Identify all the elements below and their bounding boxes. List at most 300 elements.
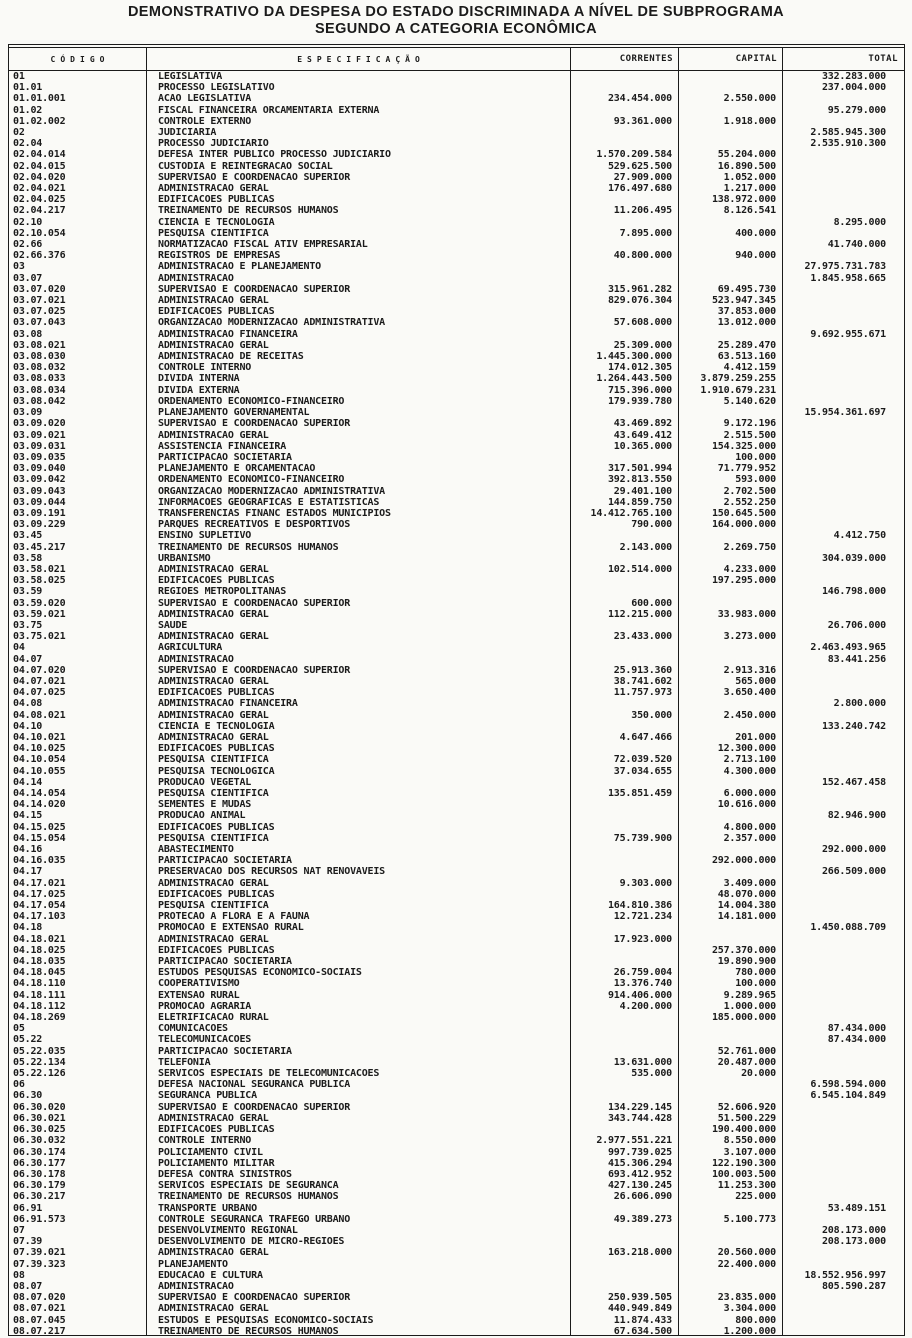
- capital-cell: 19.890.900: [678, 956, 782, 967]
- capital-cell: 2.713.100: [678, 754, 782, 765]
- spec-cell: ASSISTENCIA FINANCEIRA: [146, 441, 570, 452]
- spec-cell: ORGANIZACAO MODERNIZACAO ADMINISTRATIVA: [146, 486, 570, 497]
- table-row: [9, 922, 904, 933]
- code-cell: 04.17.054: [13, 900, 66, 912]
- table-row: [9, 116, 904, 127]
- total-cell: [782, 1012, 903, 1023]
- total-cell: [782, 945, 903, 956]
- spec-cell: ELETRIFICACAO RURAL: [146, 1012, 570, 1023]
- capital-cell: [678, 273, 782, 284]
- total-cell: [782, 609, 903, 620]
- table-row: [9, 508, 904, 519]
- column-header-correntes: CORRENTES: [570, 48, 678, 70]
- correntes-cell: [570, 799, 678, 810]
- spec-cell: PLANEJAMENTO GOVERNAMENTAL: [146, 407, 570, 418]
- table-row: [9, 777, 904, 788]
- total-cell: 805.590.287: [782, 1281, 903, 1292]
- table-row: [9, 441, 904, 452]
- capital-cell: 201.000: [678, 732, 782, 743]
- code-cell: 01.01.001: [13, 93, 66, 105]
- spec-cell: SUPERVISAO E COORDENACAO SUPERIOR: [146, 418, 570, 429]
- spec-cell: ADMINISTRACAO GERAL: [146, 732, 570, 743]
- total-cell: [782, 799, 903, 810]
- table-row: [9, 1135, 904, 1146]
- table-row: [9, 631, 904, 642]
- code-cell: 06.91: [13, 1202, 43, 1214]
- code-cell: 04.15.054: [13, 832, 66, 844]
- capital-cell: 150.645.500: [678, 508, 782, 519]
- total-cell: [782, 385, 903, 396]
- capital-cell: [678, 1023, 782, 1034]
- correntes-cell: 43.649.412: [570, 430, 678, 441]
- spec-cell: ADMINISTRACAO GERAL: [146, 564, 570, 575]
- spec-cell: DIVIDA EXTERNA: [146, 385, 570, 396]
- code-cell: 03.09.191: [13, 507, 66, 519]
- code-cell: 06.30.177: [13, 1157, 66, 1169]
- table-row: [9, 1270, 904, 1281]
- table-row: [9, 1191, 904, 1202]
- code-cell: 03.09.040: [13, 463, 66, 475]
- spec-cell: PROMOCAO AGRARIA: [146, 1001, 570, 1012]
- capital-cell: [678, 1281, 782, 1292]
- code-cell: 03.59.021: [13, 608, 66, 620]
- capital-cell: [678, 620, 782, 631]
- spec-cell: SEMENTES E MUDAS: [146, 799, 570, 810]
- correntes-cell: 93.361.000: [570, 116, 678, 127]
- capital-cell: 138.972.000: [678, 194, 782, 205]
- correntes-cell: 49.389.273: [570, 1214, 678, 1225]
- correntes-cell: 102.514.000: [570, 564, 678, 575]
- spec-cell: ESTUDOS PESQUISAS ECONOMICO-SOCIAIS: [146, 967, 570, 978]
- correntes-cell: 176.497.680: [570, 183, 678, 194]
- capital-cell: [678, 844, 782, 855]
- capital-cell: 37.853.000: [678, 306, 782, 317]
- code-cell: 02.04: [13, 138, 43, 150]
- spec-cell: ADMINISTRACAO GERAL: [146, 340, 570, 351]
- total-cell: [782, 676, 903, 687]
- capital-cell: 14.181.000: [678, 911, 782, 922]
- total-cell: [782, 149, 903, 160]
- capital-cell: 565.000: [678, 676, 782, 687]
- correntes-cell: [570, 1012, 678, 1023]
- table-row: [9, 799, 904, 810]
- code-cell: 01.01: [13, 82, 43, 94]
- capital-cell: [678, 810, 782, 821]
- correntes-cell: [570, 743, 678, 754]
- spec-cell: REGIOES METROPOLITANAS: [146, 586, 570, 597]
- spec-cell: PESQUISA CIENTIFICA: [146, 754, 570, 765]
- spec-cell: ADMINISTRACAO GERAL: [146, 631, 570, 642]
- total-cell: [782, 1158, 903, 1169]
- code-cell: 04.14.020: [13, 799, 66, 811]
- table-row: [9, 564, 904, 575]
- total-cell: 266.509.000: [782, 866, 903, 877]
- capital-cell: [678, 1225, 782, 1236]
- spec-cell: ACAO LEGISLATIVA: [146, 93, 570, 104]
- total-cell: 1.845.958.665: [782, 273, 903, 284]
- table-row: [9, 1259, 904, 1270]
- table-row: [9, 1034, 904, 1045]
- table-body: [9, 71, 904, 1336]
- spec-cell: ADMINISTRACAO GERAL: [146, 609, 570, 620]
- table-row: [9, 698, 904, 709]
- correntes-cell: [570, 1236, 678, 1247]
- table-row: [9, 430, 904, 441]
- capital-cell: 780.000: [678, 967, 782, 978]
- capital-cell: [678, 407, 782, 418]
- capital-cell: 2.515.500: [678, 430, 782, 441]
- capital-cell: 2.913.316: [678, 665, 782, 676]
- spec-cell: EDIFICACOES PUBLICAS: [146, 194, 570, 205]
- spec-cell: ADMINISTRACAO GERAL: [146, 1303, 570, 1314]
- total-cell: [782, 1169, 903, 1180]
- correntes-cell: 10.365.000: [570, 441, 678, 452]
- correntes-cell: 914.406.000: [570, 990, 678, 1001]
- total-cell: [782, 542, 903, 553]
- code-cell: 08.07: [13, 1280, 43, 1292]
- table-row: [9, 497, 904, 508]
- correntes-cell: 7.895.000: [570, 228, 678, 239]
- table-row: [9, 990, 904, 1001]
- correntes-cell: 72.039.520: [570, 754, 678, 765]
- spec-cell: ADMINISTRACAO GERAL: [146, 430, 570, 441]
- code-cell: 05.22.035: [13, 1045, 66, 1057]
- table-row: [9, 194, 904, 205]
- table-row: [9, 855, 904, 866]
- capital-cell: 33.983.000: [678, 609, 782, 620]
- code-cell: 04.07.020: [13, 664, 66, 676]
- total-cell: [782, 743, 903, 754]
- spec-cell: DEFESA INTER PUBLICO PROCESSO JUDICIARIO: [146, 149, 570, 160]
- capital-cell: [678, 586, 782, 597]
- code-cell: 06.30.020: [13, 1101, 66, 1113]
- code-cell: 03.75: [13, 619, 43, 631]
- correntes-cell: 11.874.433: [570, 1315, 678, 1326]
- code-cell: 04.07: [13, 653, 43, 665]
- capital-cell: [678, 1090, 782, 1101]
- table-row: [9, 463, 904, 474]
- capital-cell: 12.300.000: [678, 743, 782, 754]
- capital-cell: 20.000: [678, 1068, 782, 1079]
- table-row: [9, 1102, 904, 1113]
- total-cell: [782, 990, 903, 1001]
- correntes-cell: 343.744.428: [570, 1113, 678, 1124]
- spec-cell: ADMINISTRACAO GERAL: [146, 1247, 570, 1258]
- capital-cell: [678, 329, 782, 340]
- table-row: [9, 1326, 904, 1336]
- total-cell: [782, 284, 903, 295]
- spec-cell: PARTICIPACAO SOCIETARIA: [146, 452, 570, 463]
- code-cell: 02.10.054: [13, 227, 66, 239]
- code-cell: 04.18: [13, 922, 43, 934]
- capital-cell: 257.370.000: [678, 945, 782, 956]
- total-cell: [782, 878, 903, 889]
- code-cell: 03.08.032: [13, 362, 66, 374]
- code-cell: 03.59.020: [13, 597, 66, 609]
- correntes-cell: 529.625.500: [570, 161, 678, 172]
- table-row: [9, 911, 904, 922]
- correntes-cell: [570, 1124, 678, 1135]
- total-cell: [782, 1102, 903, 1113]
- capital-cell: 5.140.620: [678, 396, 782, 407]
- capital-cell: 9.289.965: [678, 990, 782, 1001]
- total-cell: [782, 1303, 903, 1314]
- total-cell: [782, 1068, 903, 1079]
- total-cell: 304.039.000: [782, 553, 903, 564]
- capital-cell: 1.000.000: [678, 1001, 782, 1012]
- spec-cell: DEFESA CONTRA SINISTROS: [146, 1169, 570, 1180]
- code-cell: 02.04.014: [13, 149, 66, 161]
- capital-cell: 154.325.000: [678, 441, 782, 452]
- total-cell: 152.467.458: [782, 777, 903, 788]
- code-cell: 04.10.025: [13, 743, 66, 755]
- capital-cell: [678, 261, 782, 272]
- total-cell: [782, 1001, 903, 1012]
- table-row: [9, 642, 904, 653]
- correntes-cell: 350.000: [570, 710, 678, 721]
- table-row: [9, 373, 904, 384]
- total-cell: 1.450.088.709: [782, 922, 903, 933]
- table-row: [9, 486, 904, 497]
- table-row: [9, 519, 904, 530]
- capital-cell: 52.761.000: [678, 1046, 782, 1057]
- spec-cell: CONTROLE INTERNO: [146, 1135, 570, 1146]
- code-cell: 05.22.126: [13, 1068, 66, 1080]
- correntes-cell: [570, 82, 678, 93]
- total-cell: 146.798.000: [782, 586, 903, 597]
- table-row: [9, 1281, 904, 1292]
- total-cell: [782, 1259, 903, 1270]
- correntes-cell: [570, 1079, 678, 1090]
- code-cell: 06.30.174: [13, 1146, 66, 1158]
- expense-table: [8, 44, 905, 1336]
- spec-cell: TELECOMUNICACOES: [146, 1034, 570, 1045]
- total-cell: [782, 1147, 903, 1158]
- code-cell: 03.07.020: [13, 283, 66, 295]
- table-row: [9, 676, 904, 687]
- total-cell: [782, 575, 903, 586]
- table-row: [9, 340, 904, 351]
- correntes-cell: 11.206.495: [570, 205, 678, 216]
- correntes-cell: 25.913.360: [570, 665, 678, 676]
- table-row: [9, 1169, 904, 1180]
- table-row: [9, 93, 904, 104]
- capital-cell: [678, 1034, 782, 1045]
- capital-cell: [678, 530, 782, 541]
- correntes-cell: 234.454.000: [570, 93, 678, 104]
- table-row: [9, 766, 904, 777]
- correntes-cell: 179.939.780: [570, 396, 678, 407]
- code-cell: 04.10.055: [13, 765, 66, 777]
- correntes-cell: 4.647.466: [570, 732, 678, 743]
- code-cell: 04.08: [13, 698, 43, 710]
- spec-cell: CIENCIA E TECNOLOGIA: [146, 721, 570, 732]
- total-cell: [782, 900, 903, 911]
- table-row: [9, 1225, 904, 1236]
- spec-cell: ADMINISTRACAO GERAL: [146, 710, 570, 721]
- code-cell: 04.17: [13, 866, 43, 878]
- code-cell: 03.09.229: [13, 519, 66, 531]
- code-cell: 02.04.217: [13, 205, 66, 217]
- spec-cell: EDIFICACOES PUBLICAS: [146, 687, 570, 698]
- total-cell: [782, 519, 903, 530]
- total-cell: [782, 295, 903, 306]
- table-row: [9, 474, 904, 485]
- table-row: [9, 654, 904, 665]
- code-cell: 04.15: [13, 810, 43, 822]
- spec-cell: TREINAMENTO DE RECURSOS HUMANOS: [146, 1326, 570, 1336]
- total-cell: [782, 430, 903, 441]
- code-cell: 07.39: [13, 1236, 43, 1248]
- capital-cell: 800.000: [678, 1315, 782, 1326]
- total-cell: [782, 396, 903, 407]
- capital-cell: 2.450.000: [678, 710, 782, 721]
- table-row: [9, 1023, 904, 1034]
- spec-cell: PARTICIPACAO SOCIETARIA: [146, 855, 570, 866]
- code-cell: 03.09.043: [13, 485, 66, 497]
- table-row: [9, 687, 904, 698]
- spec-cell: LEGISLATIVA: [146, 71, 570, 82]
- code-cell: 01: [13, 71, 25, 82]
- code-cell: 03.08.030: [13, 351, 66, 363]
- spec-cell: EDIFICACOES PUBLICAS: [146, 575, 570, 586]
- capital-cell: [678, 217, 782, 228]
- code-cell: 03.58.025: [13, 575, 66, 587]
- correntes-cell: 14.412.765.100: [570, 508, 678, 519]
- total-cell: [782, 732, 903, 743]
- capital-cell: 2.702.500: [678, 486, 782, 497]
- correntes-cell: [570, 71, 678, 82]
- code-cell: 06.30.032: [13, 1135, 66, 1147]
- capital-cell: 3.107.000: [678, 1147, 782, 1158]
- spec-cell: ORGANIZACAO MODERNIZACAO ADMINISTRATIVA: [146, 317, 570, 328]
- correntes-cell: [570, 452, 678, 463]
- table-row: [9, 228, 904, 239]
- total-cell: [782, 317, 903, 328]
- code-cell: 04.18.269: [13, 1012, 66, 1024]
- capital-cell: [678, 642, 782, 653]
- total-cell: [782, 788, 903, 799]
- capital-cell: 52.606.920: [678, 1102, 782, 1113]
- correntes-cell: 317.501.994: [570, 463, 678, 474]
- spec-cell: ADMINISTRACAO GERAL: [146, 934, 570, 945]
- spec-cell: CONTROLE EXTERNO: [146, 116, 570, 127]
- table-row: [9, 1214, 904, 1225]
- capital-cell: 14.004.380: [678, 900, 782, 911]
- code-cell: 04.07.025: [13, 687, 66, 699]
- total-cell: [782, 183, 903, 194]
- total-cell: [782, 205, 903, 216]
- correntes-cell: 9.303.000: [570, 878, 678, 889]
- spec-cell: TELEFONIA: [146, 1057, 570, 1068]
- spec-cell: COMUNICACOES: [146, 1023, 570, 1034]
- correntes-cell: 13.376.740: [570, 978, 678, 989]
- correntes-cell: [570, 945, 678, 956]
- code-cell: 02.04.025: [13, 194, 66, 206]
- document-title-line1: DEMONSTRATIVO DA DESPESA DO ESTADO DISCRIMINADA A NÍVEL DE SUBPROGRAMA: [127, 4, 785, 20]
- spec-cell: COOPERATIVISMO: [146, 978, 570, 989]
- capital-cell: [678, 934, 782, 945]
- capital-cell: 3.273.000: [678, 631, 782, 642]
- table-row: [9, 295, 904, 306]
- capital-cell: 8.126.541: [678, 205, 782, 216]
- total-cell: 9.692.955.671: [782, 329, 903, 340]
- total-cell: [782, 1247, 903, 1258]
- total-cell: [782, 1191, 903, 1202]
- spec-cell: EDIFICACOES PUBLICAS: [146, 945, 570, 956]
- capital-cell: 400.000: [678, 228, 782, 239]
- correntes-cell: 715.396.000: [570, 385, 678, 396]
- capital-cell: 100.000: [678, 978, 782, 989]
- spec-cell: SEGURANCA PUBLICA: [146, 1090, 570, 1101]
- total-cell: 2.800.000: [782, 698, 903, 709]
- capital-cell: [678, 1270, 782, 1281]
- spec-cell: URBANISMO: [146, 553, 570, 564]
- total-cell: [782, 340, 903, 351]
- capital-cell: 2.357.000: [678, 833, 782, 844]
- spec-cell: CONTROLE SEGURANCA TRAFEGO URBANO: [146, 1214, 570, 1225]
- spec-cell: SAUDE: [146, 620, 570, 631]
- table-row: [9, 161, 904, 172]
- total-cell: [782, 889, 903, 900]
- code-cell: 03.08.042: [13, 395, 66, 407]
- total-cell: 292.000.000: [782, 844, 903, 855]
- total-cell: 27.975.731.783: [782, 261, 903, 272]
- total-cell: [782, 172, 903, 183]
- table-row: [9, 138, 904, 149]
- total-cell: [782, 978, 903, 989]
- table-row: [9, 1079, 904, 1090]
- correntes-cell: [570, 1090, 678, 1101]
- table-row: [9, 878, 904, 889]
- correntes-cell: [570, 1281, 678, 1292]
- capital-cell: 71.779.952: [678, 463, 782, 474]
- code-cell: 03.07: [13, 272, 43, 284]
- table-row: [9, 934, 904, 945]
- table-row: [9, 1158, 904, 1169]
- correntes-cell: 174.012.305: [570, 362, 678, 373]
- correntes-cell: 315.961.282: [570, 284, 678, 295]
- total-cell: [782, 822, 903, 833]
- spec-cell: EDIFICACOES PUBLICAS: [146, 1124, 570, 1135]
- total-cell: 95.279.000: [782, 105, 903, 116]
- capital-cell: 9.172.196: [678, 418, 782, 429]
- correntes-cell: 13.631.000: [570, 1057, 678, 1068]
- code-cell: 04.18.025: [13, 944, 66, 956]
- total-cell: 53.489.151: [782, 1203, 903, 1214]
- spec-cell: ADMINISTRACAO E PLANEJAMENTO: [146, 261, 570, 272]
- table-row: [9, 1001, 904, 1012]
- code-cell: 04.18.112: [13, 1000, 66, 1012]
- table-row: [9, 1236, 904, 1247]
- table-row: [9, 1046, 904, 1057]
- capital-cell: 5.100.773: [678, 1214, 782, 1225]
- correntes-cell: 57.608.000: [570, 317, 678, 328]
- spec-cell: PARTICIPACAO SOCIETARIA: [146, 956, 570, 967]
- code-cell: 06.30.021: [13, 1112, 66, 1124]
- capital-cell: 1.217.000: [678, 183, 782, 194]
- code-cell: 02.04.015: [13, 160, 66, 172]
- spec-cell: PARTICIPACAO SOCIETARIA: [146, 1046, 570, 1057]
- spec-cell: CONTROLE INTERNO: [146, 362, 570, 373]
- capital-cell: [678, 138, 782, 149]
- code-cell: 02.04.020: [13, 171, 66, 183]
- code-cell: 03: [13, 261, 25, 273]
- capital-cell: 23.835.000: [678, 1292, 782, 1303]
- table-row: [9, 71, 904, 82]
- total-cell: [782, 1315, 903, 1326]
- capital-cell: 190.400.000: [678, 1124, 782, 1135]
